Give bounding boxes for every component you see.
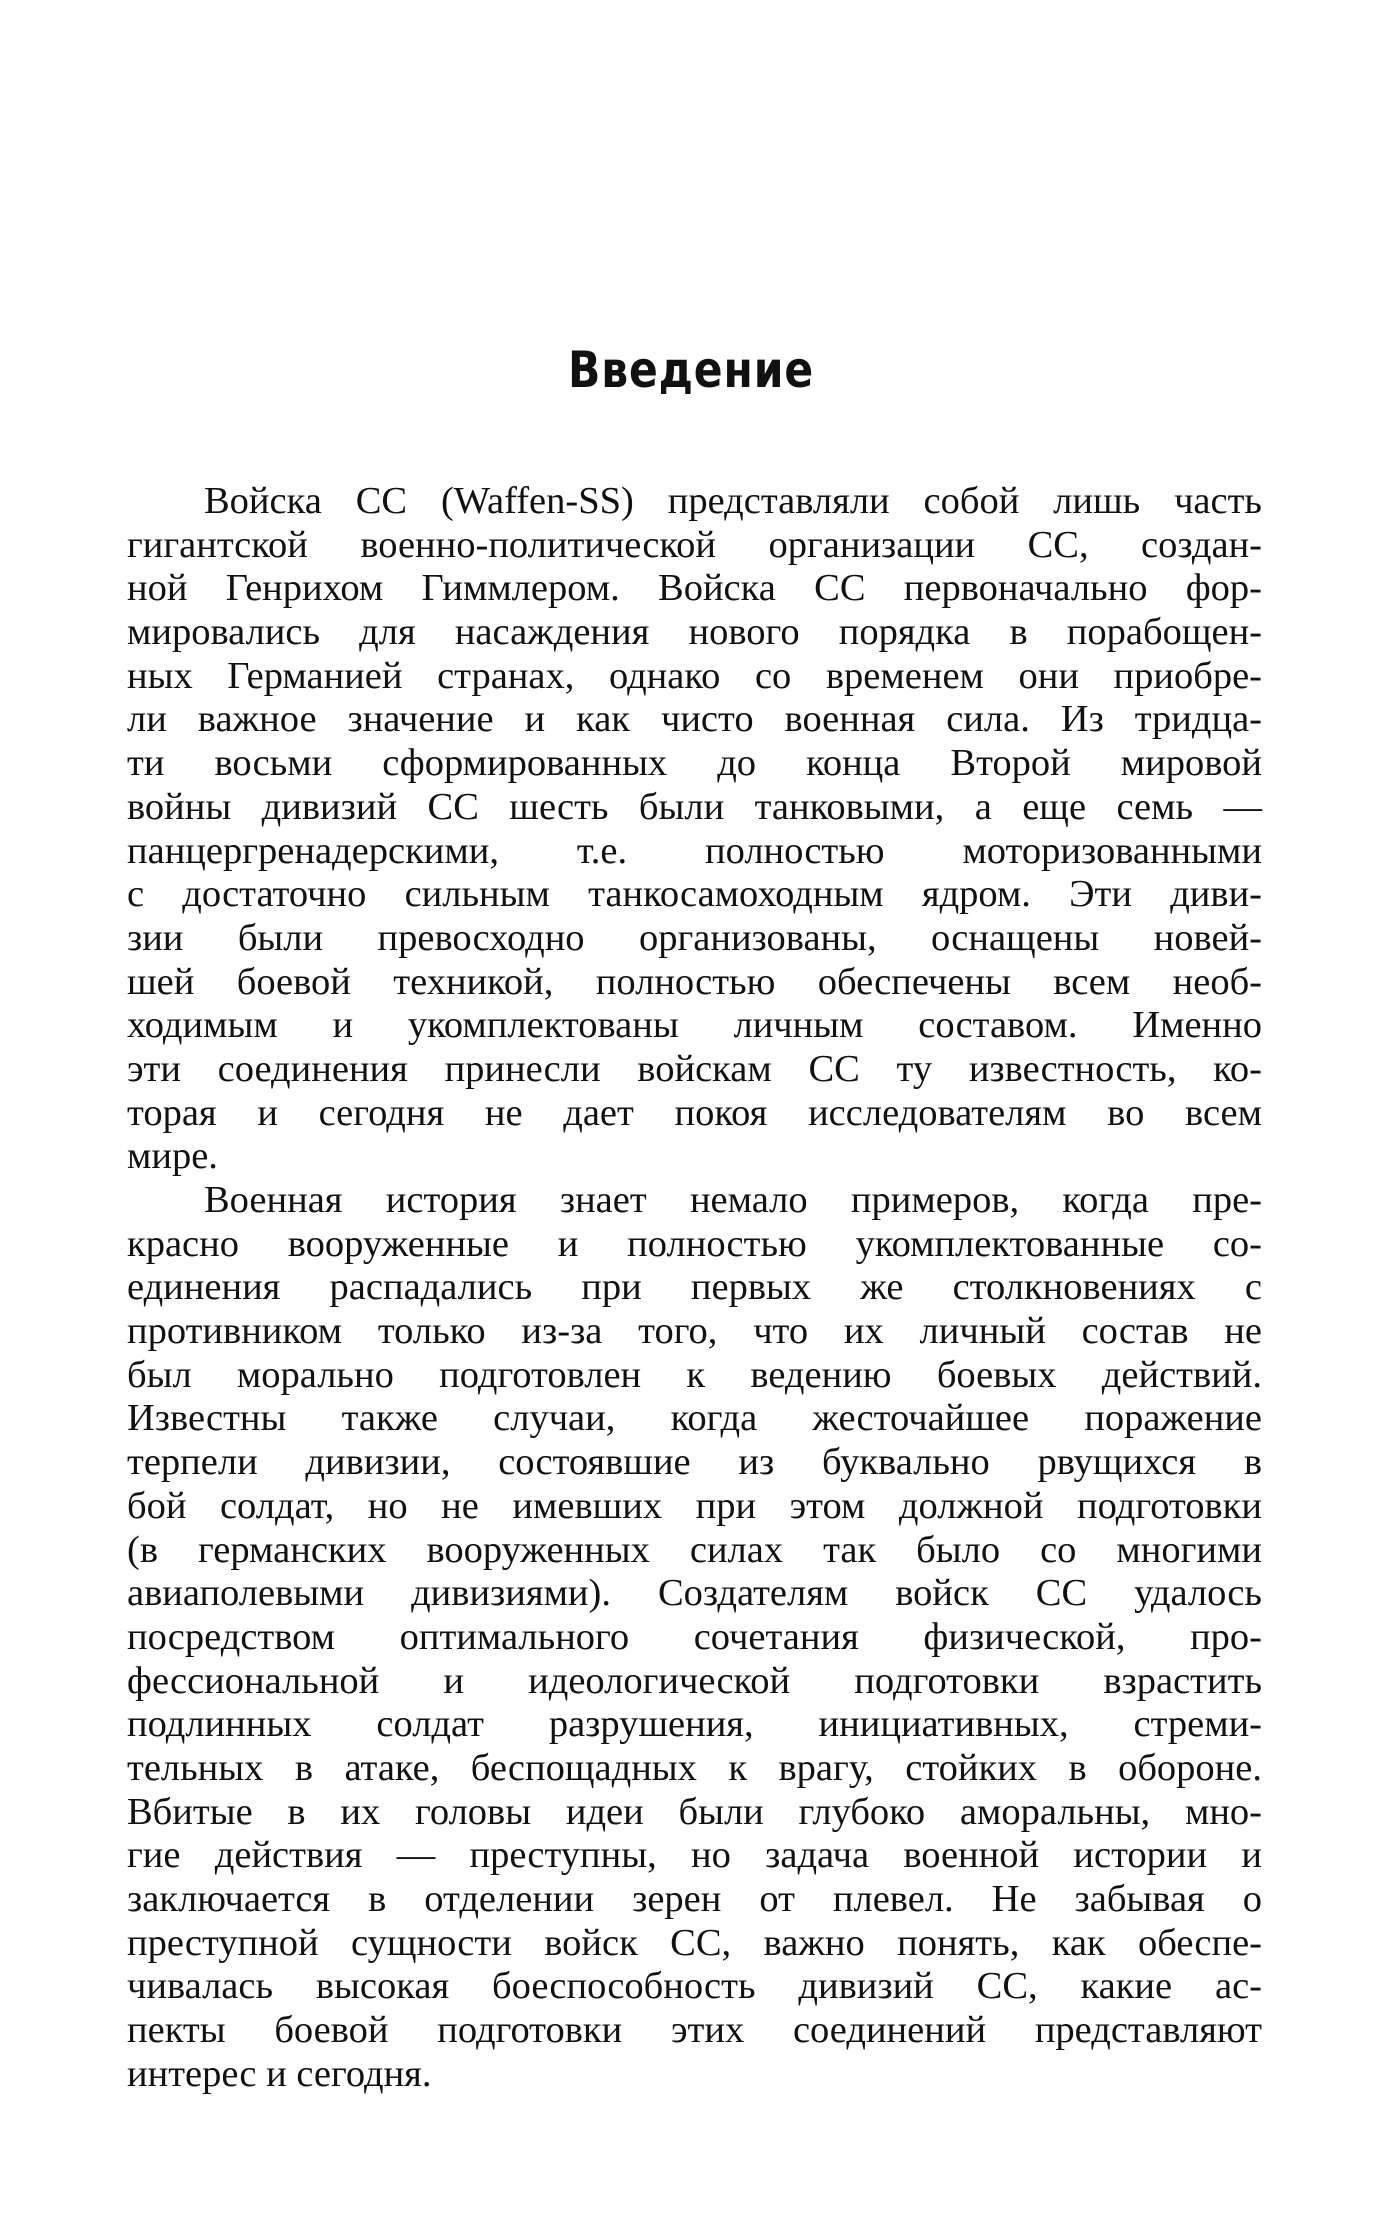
chapter-title: Введение bbox=[567, 341, 815, 399]
text-line: гие действия — преступны, но задача военной истории и bbox=[127, 1834, 1262, 1877]
text-line: зии были превосходно организованы, оснащены новей- bbox=[127, 916, 1262, 959]
text-line: ти восьми сформированных до конца Второй мировой bbox=[127, 742, 1262, 785]
text-line: эти соединения принесли войскам СС ту известность, ко- bbox=[127, 1047, 1262, 1090]
text-line: преступной сущности войск СС, важно понять, как обеспе- bbox=[127, 1921, 1262, 1964]
text-line: ходимым и укомплектованы личным составом. Именно bbox=[127, 1004, 1262, 1047]
text-line: торая и сегодня не дает покоя исследователям во всем bbox=[127, 1091, 1262, 1134]
text-line: чивалась высокая боеспособность дивизий СС, какие ас- bbox=[127, 1965, 1262, 2008]
body-text bbox=[127, 480, 1262, 2096]
text-line: был морально подготовлен к ведению боевых действий. bbox=[127, 1353, 1262, 1396]
text-line: авиаполевыми дивизиями). Создателям войск СС удалось bbox=[127, 1572, 1262, 1615]
text-line: панцергренадерскими, т.е. полностью моторизованными bbox=[127, 829, 1262, 872]
paragraph bbox=[127, 480, 1262, 1179]
text-line: мировались для насаждения нового порядка в порабощен- bbox=[127, 611, 1262, 654]
text-line: противником только из-за того, что их личный состав не bbox=[127, 1310, 1262, 1353]
text-line: Военная история знает немало примеров, когда пре- bbox=[204, 1179, 1262, 1221]
text-line: терпели дивизии, состоявшие из буквально рвущихся в bbox=[127, 1441, 1262, 1484]
text-line: интерес и сегодня. bbox=[127, 2052, 432, 2095]
paragraph bbox=[127, 1179, 1262, 2096]
text-line: ной Генрихом Гиммлером. Войска СС первоначально фор- bbox=[127, 567, 1262, 610]
text-line: гигантской военно-политической организации СС, создан- bbox=[127, 523, 1262, 566]
text-line: бой солдат, но не имевших при этом должной подготовки bbox=[127, 1484, 1262, 1527]
text-line: посредством оптимального сочетания физической, про- bbox=[127, 1615, 1262, 1658]
text-line: пекты боевой подготовки этих соединений представляют bbox=[127, 2009, 1262, 2052]
text-line: Вбитые в их головы идеи были глубоко аморальны, мно- bbox=[127, 1790, 1262, 1833]
text-line: Известны также случаи, когда жесточайшее поражение bbox=[127, 1397, 1262, 1440]
text-line: ли важное значение и как чисто военная сила. Из тридца- bbox=[127, 698, 1262, 741]
text-line: войны дивизий СС шесть были танковыми, а еще семь — bbox=[127, 785, 1262, 828]
text-line: ных Германией странах, однако со временем они приобре- bbox=[127, 654, 1262, 697]
text-line: (в германских вооруженных силах так было со многими bbox=[127, 1528, 1262, 1571]
text-line: фессиональной и идеологической подготовки взрастить bbox=[127, 1659, 1262, 1702]
text-line: мире. bbox=[127, 1135, 218, 1178]
text-line: Войска СС (Waffen-SS) представляли собой лишь часть bbox=[204, 480, 1262, 522]
text-line: тельных в атаке, беспощадных к врагу, стойких в обороне. bbox=[127, 1746, 1262, 1789]
text-line: единения распадались при первых же столкновениях с bbox=[127, 1266, 1262, 1309]
text-line: шей боевой техникой, полностью обеспечены всем необ- bbox=[127, 960, 1262, 1003]
text-line: подлинных солдат разрушения, инициативных, стреми- bbox=[127, 1703, 1262, 1746]
text-line: заключается в отделении зерен от плевел. Не забывая о bbox=[127, 1878, 1262, 1920]
text-line: красно вооруженные и полностью укомплектованные со- bbox=[127, 1222, 1262, 1265]
text-line: с достаточно сильным танкосамоходным ядром. Эти диви- bbox=[127, 873, 1262, 916]
